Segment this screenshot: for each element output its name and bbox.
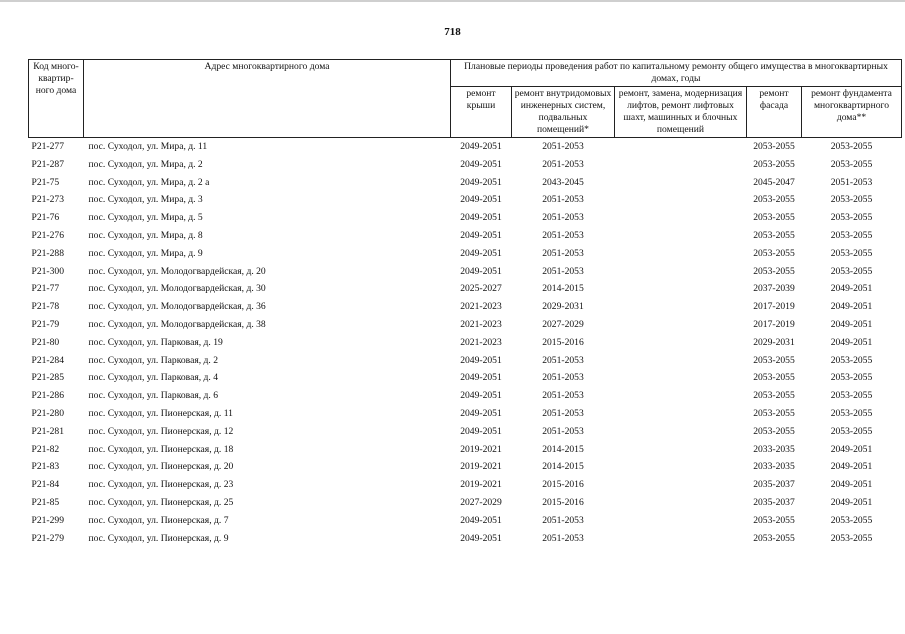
row-foundation: 2053-2055 xyxy=(830,265,873,277)
row-address: пос. Суходол, ул. Молодогвардейская, д. 20 xyxy=(88,265,266,277)
row-facade: 2053-2055 xyxy=(753,354,795,366)
row-roof: 2049-2051 xyxy=(460,425,502,437)
table-row xyxy=(29,191,902,209)
row-roof: 2049-2051 xyxy=(460,354,502,366)
header-periods: Плановые периоды проведения работ по капитальному ремонту общего имущества в многоквартирных домах, годы xyxy=(451,60,902,87)
row-facade: 2035-2037 xyxy=(753,496,795,508)
header-foundation: ремонт фундамента многоквартирного дома** xyxy=(802,87,902,138)
row-systems: 2051-2053 xyxy=(542,390,584,402)
row-code: Р21-287 xyxy=(31,158,65,170)
row-lifts xyxy=(615,209,747,227)
row-roof: 2049-2051 xyxy=(460,176,502,188)
row-code: Р21-300 xyxy=(31,265,65,277)
table-row xyxy=(29,476,902,494)
table-row xyxy=(29,334,902,352)
row-roof: 2021-2023 xyxy=(460,318,502,330)
table-row xyxy=(29,494,902,512)
row-address: пос. Суходол, ул. Молодогвардейская, д. 30 xyxy=(88,283,266,295)
row-foundation: 2053-2055 xyxy=(830,390,873,402)
row-systems: 2051-2053 xyxy=(542,194,584,206)
row-code: Р21-277 xyxy=(31,141,65,152)
table-row xyxy=(29,387,902,405)
row-facade: 2053-2055 xyxy=(753,372,795,384)
row-lifts xyxy=(615,298,747,316)
row-address: пос. Суходол, ул. Пионерская, д. 12 xyxy=(88,425,234,437)
row-lifts xyxy=(615,423,747,441)
row-roof: 2049-2051 xyxy=(460,372,502,384)
row-lifts xyxy=(615,227,747,245)
row-code: Р21-78 xyxy=(31,301,60,313)
row-foundation: 2049-2051 xyxy=(830,336,873,348)
row-code: Р21-79 xyxy=(31,318,60,330)
row-systems: 2051-2053 xyxy=(542,354,584,366)
row-lifts xyxy=(615,441,747,459)
table-row xyxy=(29,174,902,192)
table-row xyxy=(29,280,902,298)
row-address: пос. Суходол, ул. Парковая, д. 19 xyxy=(88,336,223,348)
row-systems: 2051-2053 xyxy=(542,514,584,526)
row-roof: 2049-2051 xyxy=(460,532,502,544)
row-roof: 2021-2023 xyxy=(460,301,502,313)
row-code: Р21-80 xyxy=(31,336,60,348)
row-facade: 2017-2019 xyxy=(753,301,795,313)
row-lifts xyxy=(615,174,747,192)
row-address: пос. Суходол, ул. Мира, д. 3 xyxy=(88,194,203,206)
row-address: пос. Суходол, ул. Молодогвардейская, д. 38 xyxy=(88,318,266,330)
row-foundation: 2053-2055 xyxy=(830,229,873,241)
row-facade: 2053-2055 xyxy=(753,212,795,224)
table-row xyxy=(29,405,902,423)
row-systems: 2014-2015 xyxy=(542,461,584,473)
repair-schedule-table-wrapper xyxy=(28,59,901,547)
page-number: 718 xyxy=(444,26,461,38)
header-address: Адрес многоквартирного дома xyxy=(84,60,451,138)
row-facade: 2053-2055 xyxy=(753,247,795,259)
row-foundation: 2053-2055 xyxy=(830,514,873,526)
table-row xyxy=(29,369,902,387)
row-facade: 2053-2055 xyxy=(753,532,795,544)
row-roof: 2025-2027 xyxy=(460,283,502,295)
row-roof: 2049-2051 xyxy=(460,194,502,206)
row-facade: 2053-2055 xyxy=(753,229,795,241)
row-roof: 2049-2051 xyxy=(460,141,502,152)
row-lifts xyxy=(615,263,747,281)
row-facade: 2053-2055 xyxy=(753,158,795,170)
row-foundation: 2053-2055 xyxy=(830,247,873,259)
row-systems: 2051-2053 xyxy=(542,532,584,544)
row-address: пос. Суходол, ул. Пионерская, д. 18 xyxy=(88,443,234,455)
table-row xyxy=(29,423,902,441)
row-code: Р21-280 xyxy=(31,407,65,419)
row-lifts xyxy=(615,245,747,263)
row-code: Р21-77 xyxy=(31,283,60,295)
row-systems: 2051-2053 xyxy=(542,229,584,241)
row-code: Р21-281 xyxy=(31,425,65,437)
row-foundation: 2053-2055 xyxy=(830,532,873,544)
row-systems: 2051-2053 xyxy=(542,372,584,384)
row-roof: 2021-2023 xyxy=(460,336,502,348)
row-systems: 2014-2015 xyxy=(542,283,584,295)
row-address: пос. Суходол, ул. Пионерская, д. 20 xyxy=(88,461,234,473)
row-roof: 2049-2051 xyxy=(460,514,502,526)
table-row xyxy=(29,245,902,263)
row-facade: 2017-2019 xyxy=(753,318,795,330)
row-roof: 2019-2021 xyxy=(460,461,502,473)
row-address: пос. Суходол, ул. Парковая, д. 4 xyxy=(88,372,219,384)
row-code: Р21-279 xyxy=(31,532,65,544)
row-facade: 2053-2055 xyxy=(753,194,795,206)
row-foundation: 2053-2055 xyxy=(830,158,873,170)
row-systems: 2027-2029 xyxy=(542,318,584,330)
header-roof: ремонт крыши xyxy=(451,87,512,138)
row-address: пос. Суходол, ул. Пионерская, д. 7 xyxy=(88,514,229,526)
row-systems: 2051-2053 xyxy=(542,141,584,152)
row-roof: 2049-2051 xyxy=(460,158,502,170)
row-lifts xyxy=(615,458,747,476)
header-systems: ремонт внутридомовых инженерных систем, подвальных помещений* xyxy=(512,87,615,138)
row-systems: 2051-2053 xyxy=(542,158,584,170)
table-row xyxy=(29,352,902,370)
table-row xyxy=(29,298,902,316)
table-body xyxy=(29,138,902,548)
row-systems: 2029-2031 xyxy=(542,301,584,313)
row-code: Р21-299 xyxy=(31,514,65,526)
row-systems: 2015-2016 xyxy=(542,336,584,348)
row-lifts xyxy=(615,530,747,548)
table-row xyxy=(29,209,902,227)
row-facade: 2029-2031 xyxy=(753,336,795,348)
row-facade: 2053-2055 xyxy=(753,390,795,402)
table-row xyxy=(29,458,902,476)
row-code: Р21-284 xyxy=(31,354,65,366)
row-foundation: 2049-2051 xyxy=(830,301,873,313)
row-facade: 2053-2055 xyxy=(753,425,795,437)
row-foundation: 2049-2051 xyxy=(830,496,873,508)
row-roof: 2019-2021 xyxy=(460,479,502,491)
row-systems: 2015-2016 xyxy=(542,479,584,491)
header-facade: ремонт фасада xyxy=(747,87,802,138)
row-address: пос. Суходол, ул. Мира, д. 5 xyxy=(88,212,203,224)
row-lifts xyxy=(615,405,747,423)
row-foundation: 2053-2055 xyxy=(830,372,873,384)
row-lifts xyxy=(615,387,747,405)
row-foundation: 2053-2055 xyxy=(830,407,873,419)
row-code: Р21-276 xyxy=(31,229,65,241)
row-roof: 2027-2029 xyxy=(460,496,502,508)
row-lifts xyxy=(615,138,747,156)
row-lifts xyxy=(615,316,747,334)
header-lifts: ремонт, замена, модернизация лифтов, ремонт лифтовых шахт, машинных и блочных помещений xyxy=(615,87,747,138)
row-address: пос. Суходол, ул. Мира, д. 2 а xyxy=(88,176,210,188)
row-facade: 2053-2055 xyxy=(753,265,795,277)
row-foundation: 2053-2055 xyxy=(830,354,873,366)
row-facade: 2037-2039 xyxy=(753,283,795,295)
row-foundation: 2049-2051 xyxy=(830,479,873,491)
row-lifts xyxy=(615,512,747,530)
row-address: пос. Суходол, ул. Пионерская, д. 11 xyxy=(88,407,233,419)
table-row xyxy=(29,530,902,548)
row-foundation: 2053-2055 xyxy=(830,212,873,224)
header-row-1 xyxy=(29,60,902,87)
scan-top-edge xyxy=(0,0,905,2)
row-facade: 2033-2035 xyxy=(753,443,795,455)
row-lifts xyxy=(615,334,747,352)
row-facade: 2045-2047 xyxy=(753,176,795,188)
row-roof: 2049-2051 xyxy=(460,407,502,419)
row-lifts xyxy=(615,476,747,494)
row-systems: 2051-2053 xyxy=(542,265,584,277)
row-systems: 2051-2053 xyxy=(542,425,584,437)
row-systems: 2015-2016 xyxy=(542,496,584,508)
row-code: Р21-75 xyxy=(31,176,60,188)
row-foundation: 2053-2055 xyxy=(830,425,873,437)
table-row xyxy=(29,156,902,174)
row-foundation: 2049-2051 xyxy=(830,461,873,473)
row-address: пос. Суходол, ул. Мира, д. 9 xyxy=(88,247,203,259)
row-lifts xyxy=(615,156,747,174)
row-code: Р21-82 xyxy=(31,443,60,455)
row-address: пос. Суходол, ул. Молодогвардейская, д. 36 xyxy=(88,301,266,313)
row-foundation: 2053-2055 xyxy=(830,141,873,152)
header-code: Код много-квартир-ного дома xyxy=(29,60,84,138)
row-systems: 2051-2053 xyxy=(542,247,584,259)
row-address: пос. Суходол, ул. Пионерская, д. 23 xyxy=(88,479,234,491)
row-code: Р21-273 xyxy=(31,194,65,206)
row-lifts xyxy=(615,191,747,209)
row-lifts xyxy=(615,280,747,298)
row-foundation: 2051-2053 xyxy=(830,176,873,188)
row-address: пос. Суходол, ул. Парковая, д. 6 xyxy=(88,390,219,402)
row-address: пос. Суходол, ул. Мира, д. 8 xyxy=(88,229,203,241)
row-facade: 2053-2055 xyxy=(753,407,795,419)
row-roof: 2049-2051 xyxy=(460,390,502,402)
table-row xyxy=(29,441,902,459)
row-address: пос. Суходол, ул. Пионерская, д. 25 xyxy=(88,496,234,508)
row-roof: 2049-2051 xyxy=(460,212,502,224)
table-row xyxy=(29,138,902,156)
row-facade: 2035-2037 xyxy=(753,479,795,491)
table-row xyxy=(29,263,902,281)
row-code: Р21-76 xyxy=(31,212,60,224)
row-roof: 2019-2021 xyxy=(460,443,502,455)
row-systems: 2014-2015 xyxy=(542,443,584,455)
row-lifts xyxy=(615,369,747,387)
row-foundation: 2049-2051 xyxy=(830,318,873,330)
row-code: Р21-84 xyxy=(31,479,60,491)
row-code: Р21-83 xyxy=(31,461,60,473)
row-roof: 2049-2051 xyxy=(460,229,502,241)
row-address: пос. Суходол, ул. Мира, д. 11 xyxy=(88,141,208,152)
row-facade: 2053-2055 xyxy=(753,514,795,526)
row-code: Р21-288 xyxy=(31,247,65,259)
row-lifts xyxy=(615,494,747,512)
table-row xyxy=(29,316,902,334)
row-systems: 2043-2045 xyxy=(542,176,584,188)
row-code: Р21-285 xyxy=(31,372,65,384)
row-roof: 2049-2051 xyxy=(460,265,502,277)
table-row xyxy=(29,227,902,245)
row-code: Р21-286 xyxy=(31,390,65,402)
row-code: Р21-85 xyxy=(31,496,60,508)
row-foundation: 2049-2051 xyxy=(830,283,873,295)
table-row xyxy=(29,512,902,530)
row-facade: 2053-2055 xyxy=(753,141,795,152)
row-systems: 2051-2053 xyxy=(542,407,584,419)
row-address: пос. Суходол, ул. Мира, д. 2 xyxy=(88,158,203,170)
row-address: пос. Суходол, ул. Пионерская, д. 9 xyxy=(88,532,229,544)
row-foundation: 2049-2051 xyxy=(830,443,873,455)
repair-schedule-table xyxy=(28,59,902,547)
row-foundation: 2053-2055 xyxy=(830,194,873,206)
row-roof: 2049-2051 xyxy=(460,247,502,259)
row-address: пос. Суходол, ул. Парковая, д. 2 xyxy=(88,354,219,366)
row-lifts xyxy=(615,352,747,370)
row-systems: 2051-2053 xyxy=(542,212,584,224)
row-facade: 2033-2035 xyxy=(753,461,795,473)
